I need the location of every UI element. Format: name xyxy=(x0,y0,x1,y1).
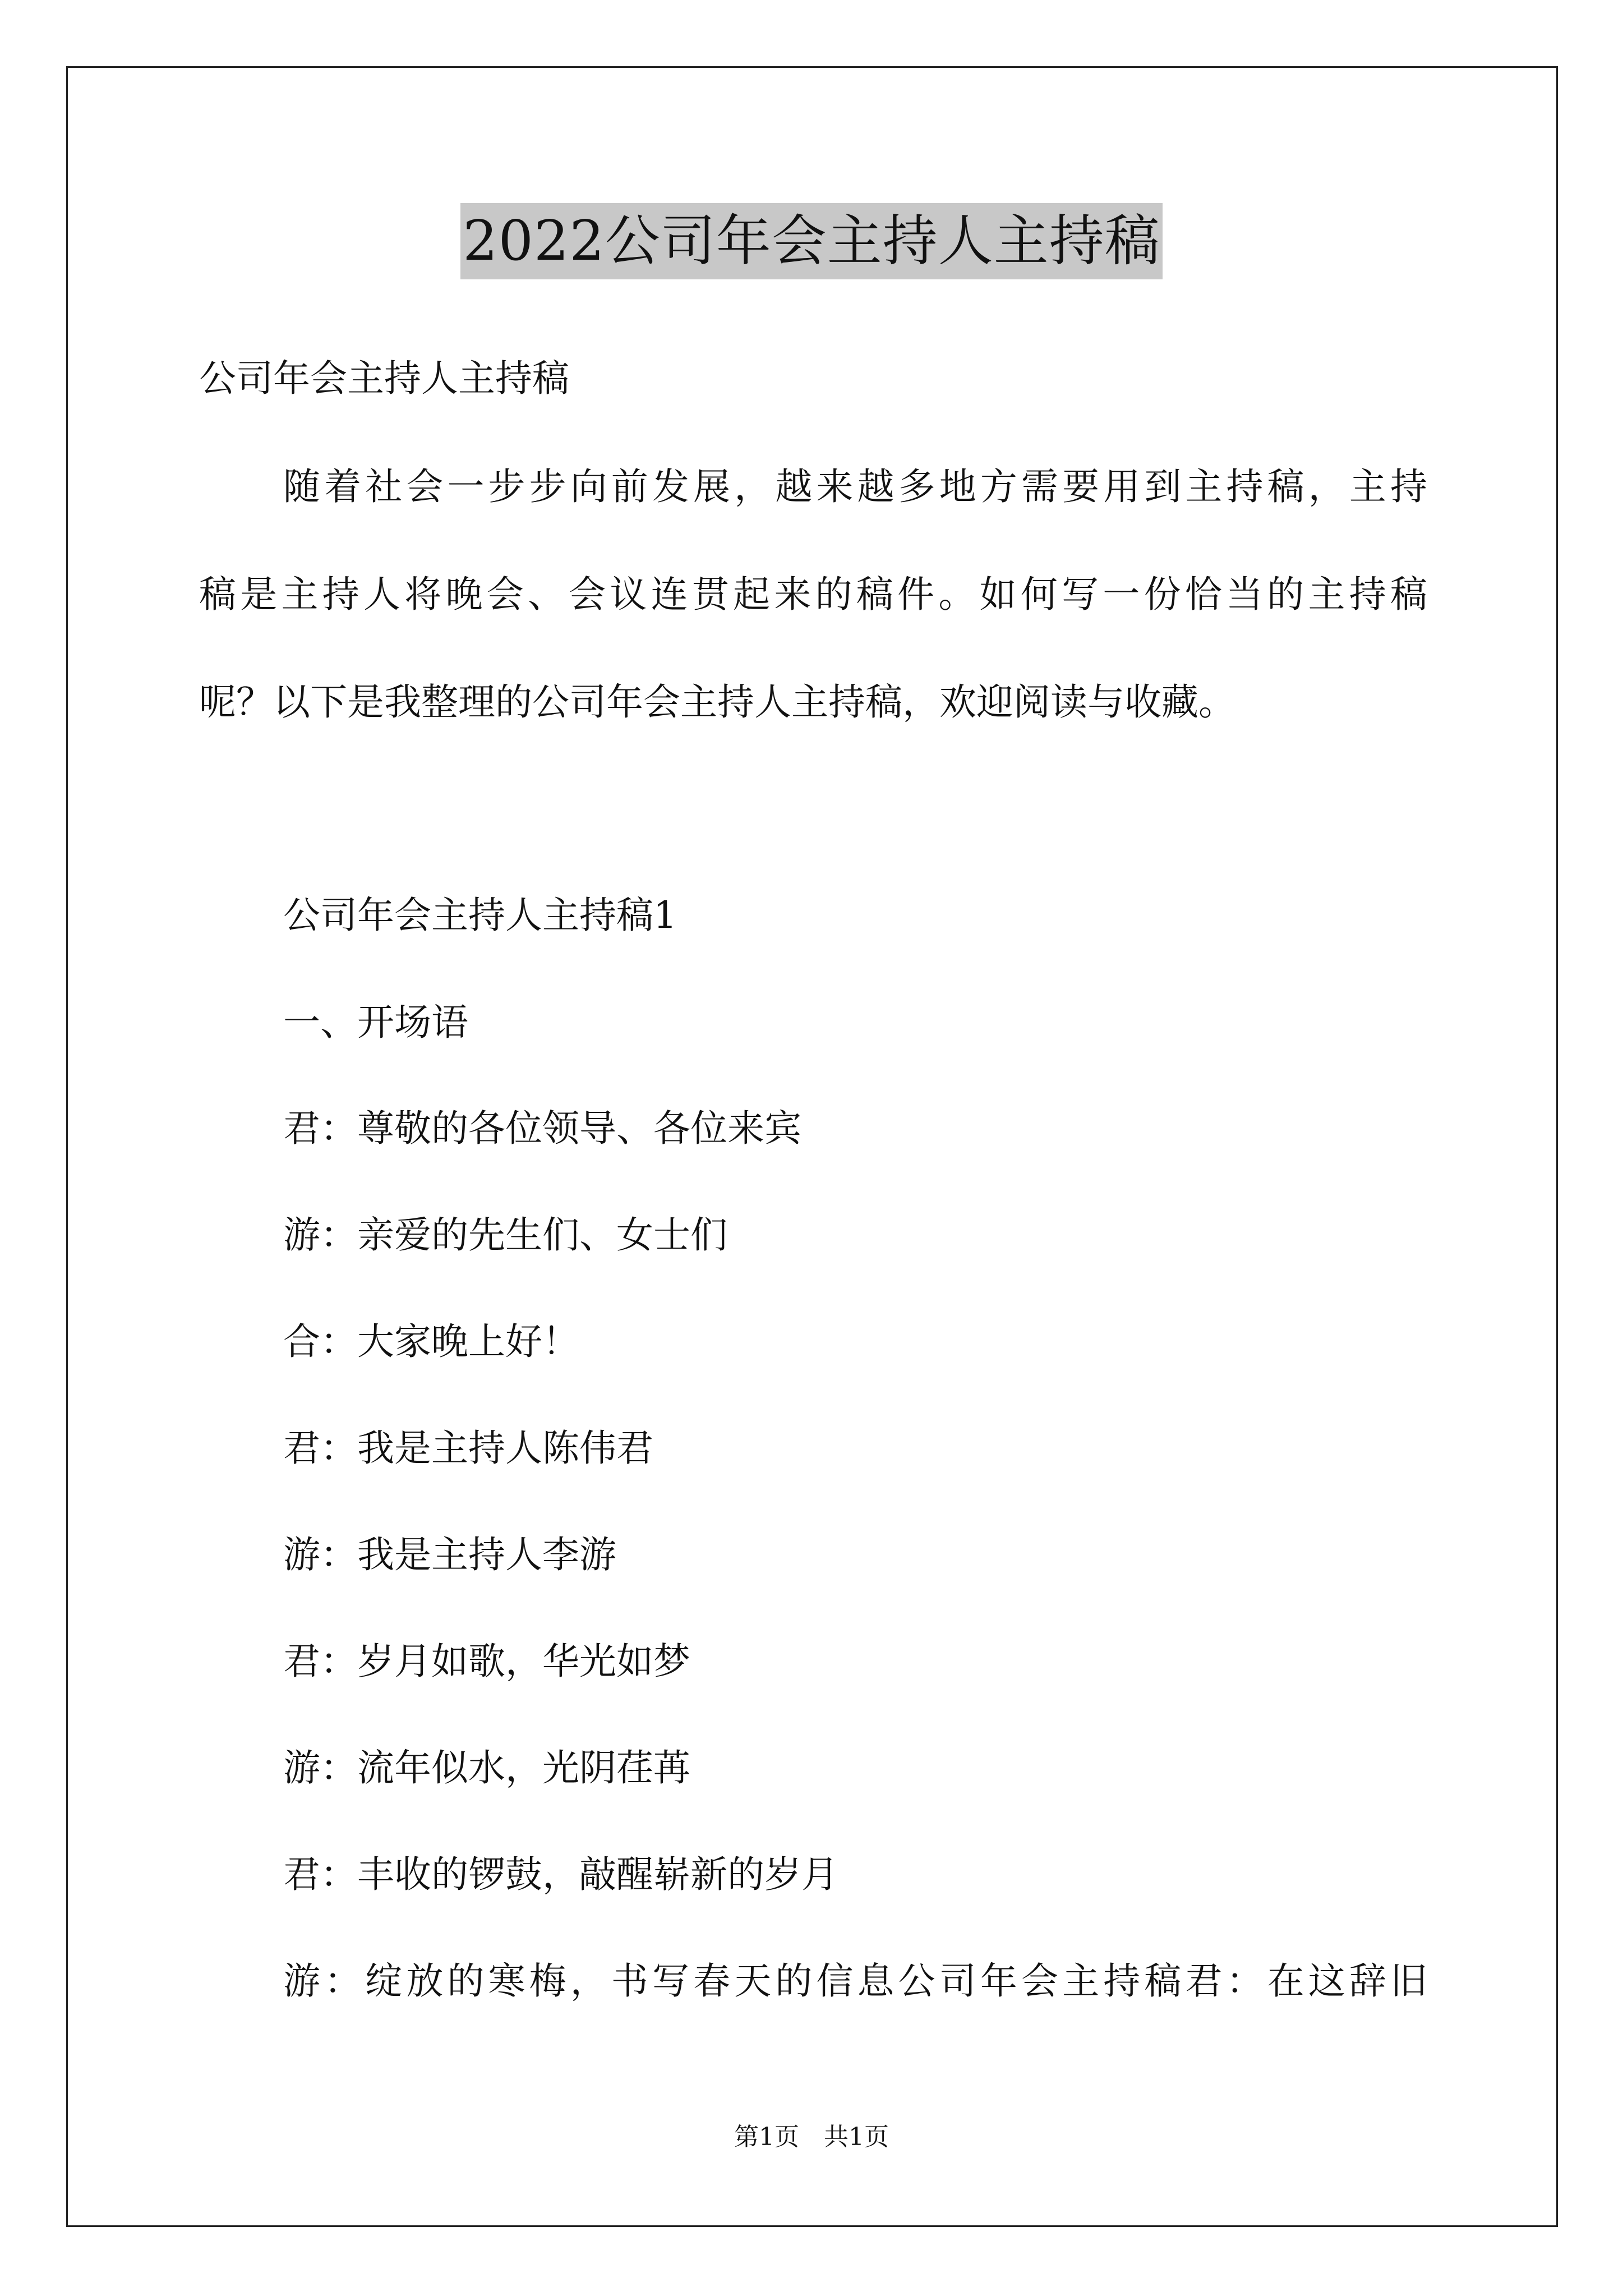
section-heading: 公司年会主持人主持稿1 xyxy=(283,894,677,937)
intro-line-1: 随着社会一步步向前发展，越来越多地方需要用到主持稿，主持 xyxy=(283,465,1427,508)
dialogue-line: 君：尊敬的各位领导、各位来宾 xyxy=(283,1107,801,1150)
document-title: 2022公司年会主持人主持稿 xyxy=(460,203,1162,279)
dialogue-line: 游：亲爱的先生们、女士们 xyxy=(283,1213,727,1257)
page-footer xyxy=(0,2122,1623,2153)
dialogue-line: 君：岁月如歌，华光如梦 xyxy=(283,1640,690,1683)
dialogue-line: 君：我是主持人陈伟君 xyxy=(283,1427,653,1470)
part-heading: 一、开场语 xyxy=(283,1001,468,1044)
intro-line-3: 呢？以下是我整理的公司年会主持人主持稿，欢迎阅读与收藏。 xyxy=(199,680,1235,724)
intro-line-2: 稿是主持人将晚会、会议连贯起来的稿件。如何写一份恰当的主持稿 xyxy=(199,573,1427,616)
dialogue-line: 君：丰收的锣鼓，敲醒崭新的岁月 xyxy=(283,1853,838,1896)
document-subtitle: 公司年会主持人主持稿 xyxy=(199,357,569,400)
title-container xyxy=(0,203,1623,279)
dialogue-line: 合：大家晚上好！ xyxy=(283,1320,579,1363)
dialogue-line: 游：我是主持人李游 xyxy=(283,1533,616,1576)
page-number: 第1页 共1页 xyxy=(734,2123,889,2151)
dialogue-line: 游：流年似水，光阴荏苒 xyxy=(283,1746,690,1789)
dialogue-line: 游：绽放的寒梅，书写春天的信息公司年会主持稿君：在这辞旧 xyxy=(283,1959,1427,2003)
